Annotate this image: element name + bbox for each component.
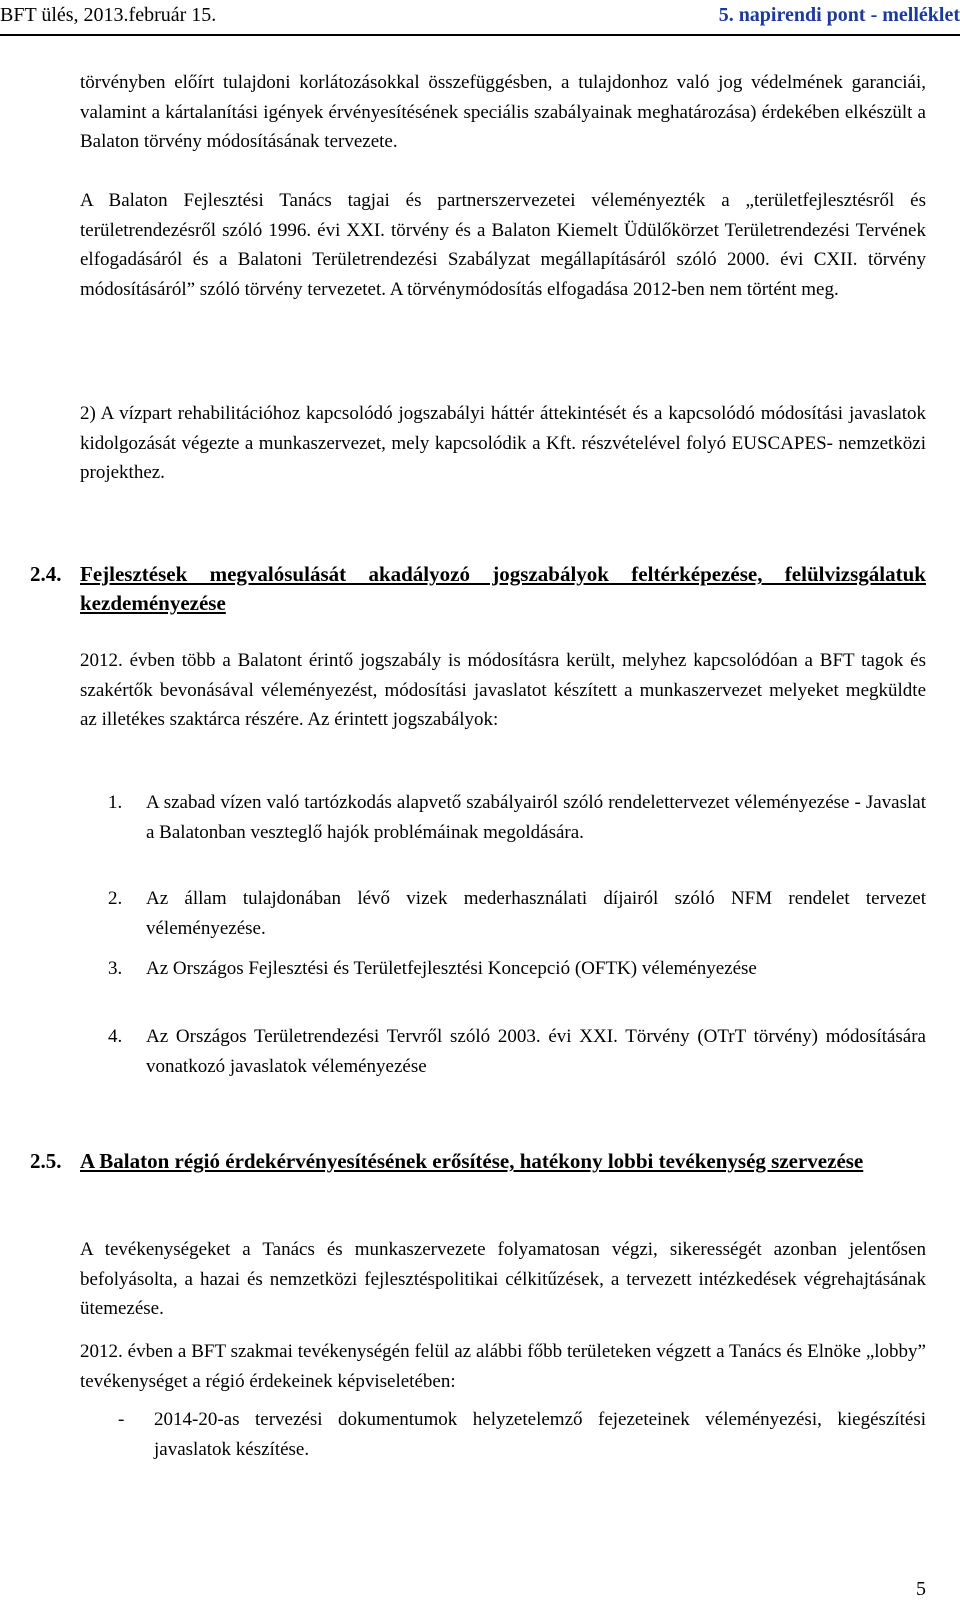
list-item-dash: - <box>118 1409 125 1430</box>
paragraph-lobby: 2012. évben a BFT szakmai tevékenységén felül az alábbi főbb területeken végzett a Tanács és Elnöke „lobby” tevékenységet a régió érdekeinek képviseletében: <box>80 1341 926 1392</box>
page-number: 5 <box>916 1578 926 1600</box>
paragraph-bft-opinion: A Balaton Fejlesztési Tanács tagjai és partnerszervezetei véleményezték a „területfejlesztésről és területrendezésről szóló 1996. évi XXI. törvény és a Balaton Kiemelt Üdülőkörzet Területrendezési Tervének elfogadásáról és a Balatoni Területrendezési Szabályzat megállapításáról szóló 2000. évi CXII. törvény módosításáról” szóló törvény tervezetet. A törvénymódosítás elfogadása 2012-ben nem történt meg. <box>80 190 926 300</box>
section-title: Fejlesztések megvalósulását akadályozó jogszabályok feltérképezése, felülvizsgálatuk kezdeményezése <box>80 562 926 615</box>
list-item-text: Az Országos Területrendezési Tervről szóló 2003. évi XXI. Törvény (OTrT törvény) módosítására vonatkozó javaslatok véleményezése <box>146 1026 926 1077</box>
section-heading-2-5 <box>30 1147 926 1176</box>
list-item <box>108 1022 926 1081</box>
paragraph-2012-law-changes: 2012. évben több a Balatont érintő jogszabály is módosításra került, melyhez kapcsolódóan a BFT tagok és szakértők bevonásával véleményezést, módosítási javaslatot készített a munkaszervezet melyeket megküldte az illetékes szaktárca részére. Az érintett jogszabályok: <box>80 650 926 730</box>
page-header <box>0 0 960 36</box>
list-item <box>108 884 926 943</box>
list-item <box>108 954 926 984</box>
list-item-text: Az Országos Fejlesztési és Területfejlesztési Koncepció (OFTK) véleményezése <box>146 958 757 979</box>
list-item <box>108 788 926 847</box>
header-agenda-item: 5. napirendi pont - melléklet <box>718 4 960 26</box>
paragraph-activities: A tevékenységeket a Tanács és munkaszervezete folyamatosan végzi, sikerességét azonban jelentősen befolyásolta, a hazai és nemzetközi fejlesztéspolitikai célkitűzések, a tervezett intézkedések végrehajtásának ütemezése. <box>80 1239 926 1319</box>
section-title: A Balaton régió érdekérvényesítésének erősítése, hatékony lobbi tevékenység szervezése <box>80 1149 864 1173</box>
header-meeting-date: BFT ülés, 2013.február 15. <box>0 4 217 26</box>
list-item-text: Az állam tulajdonában lévő vizek mederhasználati díjairól szóló NFM rendelet tervezet véleményezése. <box>146 888 926 939</box>
paragraph-waterfront-rehabilitation: 2) A vízpart rehabilitációhoz kapcsolódó jogszabályi háttér áttekintését és a kapcsolódó módosítási javaslatok kidolgozását végezte a munkaszervezet, mely kapcsolódik a Kft. részvételével folyó EUSCAPES- nemzetközi projekthez. <box>80 403 926 483</box>
list-item-number: 3. <box>108 958 123 979</box>
list-item <box>118 1405 926 1464</box>
list-item-number: 2. <box>108 888 123 909</box>
paragraph-intro-continuation: törvényben előírt tulajdoni korlátozásokkal összefüggésben, a tulajdonhoz való jog védelmének garanciái, valamint a kártalanítási igények érvényesítésének speciális szabályainak meghatározása) érdekében elkészült a Balaton törvény módosításának tervezete. <box>80 72 926 152</box>
section-number: 2.5. <box>30 1149 62 1173</box>
list-item-number: 4. <box>108 1026 123 1047</box>
section-heading-2-4 <box>30 560 926 618</box>
section-number: 2.4. <box>30 562 62 586</box>
list-item-text: 2014-20-as tervezési dokumentumok helyzetelemző fejezeteinek véleményezési, kiegészítési javaslatok készítése. <box>154 1409 926 1460</box>
list-item-text: A szabad vízen való tartózkodás alapvető szabályairól szóló rendelettervezet véleményezése - Javaslat a Balatonban veszteglő hajók problémáinak megoldására. <box>146 792 926 843</box>
list-item-number: 1. <box>108 792 123 813</box>
